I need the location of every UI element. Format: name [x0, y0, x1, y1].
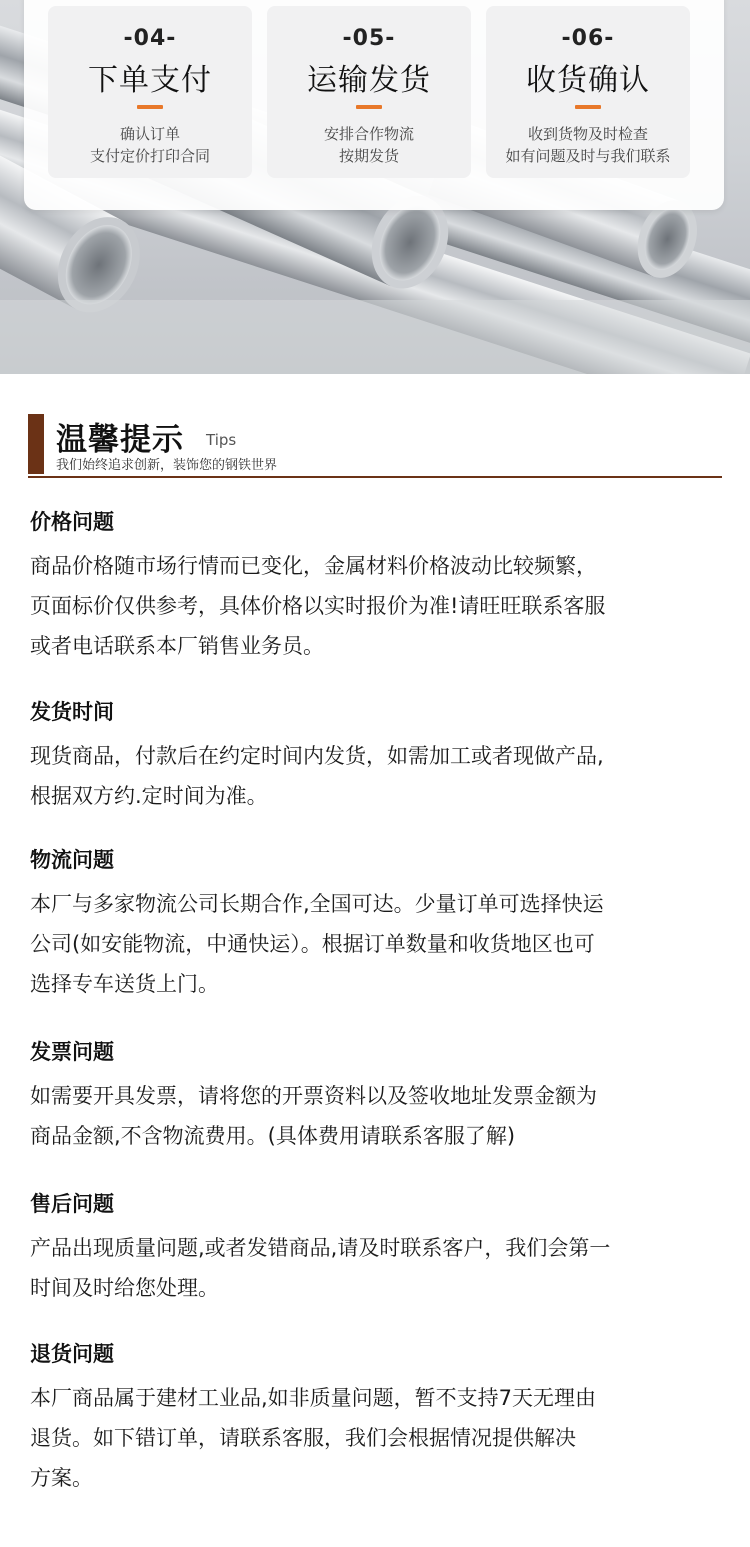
step-underline: [356, 105, 382, 109]
faq-question: 发货时间: [30, 700, 114, 724]
step-card-05: [267, 6, 471, 178]
step-desc-line: 按期发货: [338, 147, 399, 165]
step-number: -05-: [342, 26, 396, 51]
faq-answer-line: 时间及时给您处理。: [30, 1276, 219, 1300]
tips-heading-en: Tips: [206, 431, 237, 449]
faq-answer: [30, 1378, 722, 1498]
step-desc-line: 安排合作物流: [323, 125, 414, 143]
faq-question: 物流问题: [30, 848, 114, 872]
step-desc-line: 确认订单: [119, 125, 180, 143]
faq-shipping-time: [30, 698, 722, 816]
faq-answer: [30, 1228, 722, 1308]
faq-price: [30, 508, 722, 666]
tips-subtitle: 我们始终追求创新，装饰您的钢铁世界: [56, 458, 278, 473]
faq-question: 售后问题: [30, 1192, 114, 1216]
faq-answer-line: 现货商品，付款后在约定时间内发货，如需加工或者现做产品,: [30, 744, 604, 768]
tips-divider: [28, 476, 722, 478]
faq-answer: [30, 736, 722, 816]
faq-answer: [30, 546, 722, 666]
faq-returns: [30, 1340, 722, 1498]
step-card-04: [48, 6, 252, 178]
faq-after-sales: [30, 1190, 722, 1308]
step-title: 下单支付: [88, 63, 212, 98]
tips-header: [28, 414, 724, 478]
faq-answer-line: 公司(如安能物流，中通快运）。根据订单数量和收货地区也可: [30, 932, 595, 956]
step-card-06: [486, 6, 690, 178]
step-description: [48, 123, 252, 167]
step-title: 运输发货: [307, 63, 431, 98]
step-desc-line: 如有问题及时与我们联系: [505, 147, 671, 165]
faq-logistics: [30, 846, 722, 1004]
step-desc-line: 支付定价打印合同: [89, 147, 210, 165]
faq-answer-line: 页面标价仅供参考，具体价格以实时报价为准!请旺旺联系客服: [30, 594, 606, 618]
step-description: [267, 123, 471, 167]
faq-question: 发票问题: [30, 1040, 114, 1064]
step-description: [486, 123, 690, 167]
step-title: 收货确认: [526, 63, 650, 98]
faq-answer: [30, 884, 722, 1004]
faq-answer-line: 根据双方约.定时间为准。: [30, 784, 268, 808]
faq-answer: [30, 1076, 722, 1156]
faq-answer-line: 商品价格随市场行情而已变化，金属材料价格波动比较频繁，: [30, 554, 597, 578]
step-underline: [137, 105, 163, 109]
tips-heading: 温馨提示: [56, 422, 184, 458]
step-number: -06-: [561, 26, 615, 51]
faq-answer-line: 商品金额,不含物流费用。(具体费用请联系客服了解): [30, 1124, 516, 1148]
step-underline: [575, 105, 601, 109]
faq-question: 价格问题: [30, 510, 114, 534]
tips-accent-bar: [28, 414, 44, 474]
faq-answer-line: 退货。如下错订单，请联系客服，我们会根据情况提供解决: [30, 1426, 576, 1450]
process-panel: [24, 0, 724, 210]
hero-banner: [0, 0, 750, 374]
step-desc-line: 收到货物及时检查: [527, 125, 648, 143]
step-number: -04-: [123, 26, 177, 51]
faq-answer-line: 如需要开具发票，请将您的开票资料以及签收地址发票金额为: [30, 1084, 597, 1108]
faq-answer-line: 本厂商品属于建材工业品,如非质量问题，暂不支持7天无理由: [30, 1386, 597, 1410]
faq-answer-line: 方案。: [30, 1466, 93, 1490]
faq-answer-line: 产品出现质量问题,或者发错商品,请及时联系客户，我们会第一: [30, 1236, 611, 1260]
faq-invoice: [30, 1038, 722, 1156]
faq-answer-line: 本厂与多家物流公司长期合作,全国可达。少量订单可选择快运: [30, 892, 604, 916]
faq-answer-line: 选择专车送货上门。: [30, 972, 219, 996]
faq-answer-line: 或者电话联系本厂销售业务员。: [30, 634, 324, 658]
faq-question: 退货问题: [30, 1342, 114, 1366]
